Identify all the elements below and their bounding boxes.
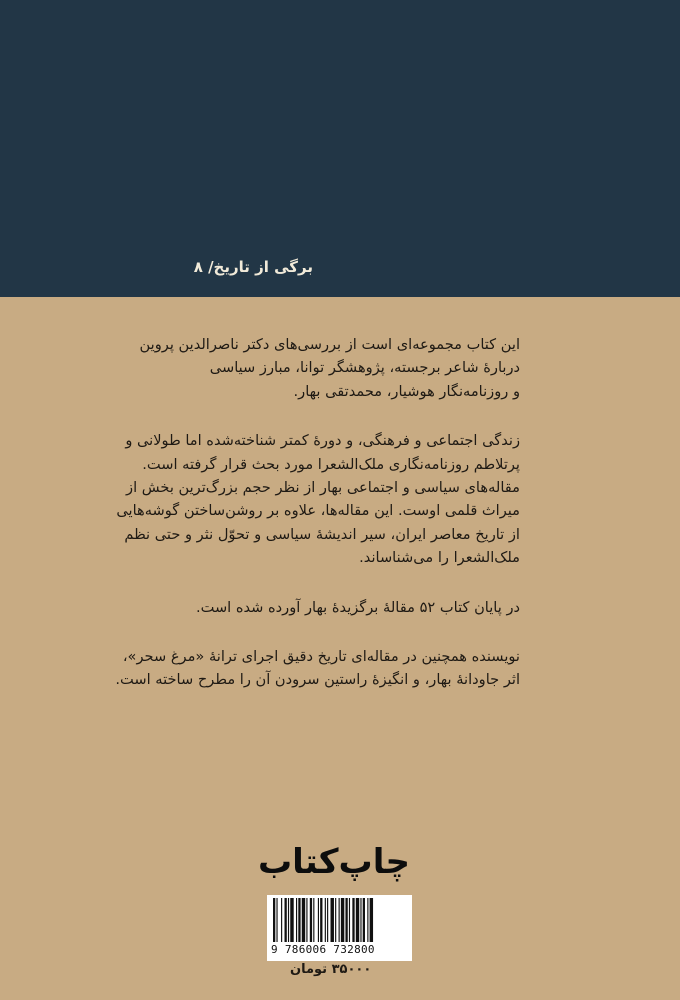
top-color-band: [0, 0, 680, 297]
text-line: مقاله‌های سیاسی و اجتماعی بهار از نظر حجم بزرگ‌ترین بخش از: [126, 479, 520, 497]
text-line: پرتلاطم روزنامه‌نگاری ملک‌الشعرا مورد بحث قرار گرفته است.: [142, 455, 520, 473]
text-line: زندگی اجتماعی و فرهنگی، و دورهٔ کمتر شناخته‌شده اما طولانی و: [125, 432, 520, 450]
publisher-logo: [257, 838, 410, 890]
description-paragraph-4: [115, 645, 520, 692]
publisher-logo-text: چاپ‌کتاب: [257, 842, 410, 882]
price-label: ۳۵۰۰۰ تومان: [290, 962, 372, 977]
text-line: نویسنده همچنین در مقاله‌ای تاریخ دقیق اجرای ترانهٔ «مرغ سحر»،: [122, 648, 520, 666]
isbn-barcode: [267, 895, 412, 961]
text-line: اثر جاودانهٔ بهار، و انگیزهٔ راستین سرودن آن را مطرح ساخته است.: [115, 671, 520, 689]
description-paragraph-3: [150, 596, 520, 619]
description-paragraph-1: [139, 333, 520, 403]
text-line: این کتاب مجموعه‌ای است از بررسی‌های دکتر ناصرالدین پروین: [139, 336, 520, 353]
text-line: میراث قلمی اوست. این مقاله‌ها، علاوه بر روشن‌ساختن گوشه‌هایی: [116, 502, 520, 520]
description-paragraph-2: [116, 429, 520, 569]
text-line: از تاریخ معاصر ایران، سیر اندیشهٔ سیاسی و تحوّل نثر و حتی نظم: [124, 525, 520, 543]
description-text: [115, 333, 520, 718]
text-line: و روزنامه‌نگار هوشیار، محمدتقی بهار.: [293, 382, 520, 400]
text-line: ملک‌الشعرا را می‌شناساند.: [359, 549, 520, 567]
isbn-digits: 9 786006 732800: [271, 943, 375, 956]
text-line: دربارهٔ شاعر برجسته، پژوهشگر توانا، مبارز سیاسی: [209, 359, 520, 377]
text-line: در پایان کتاب ۵۲ مقالهٔ برگزیدهٔ بهار آورده شده است.: [195, 598, 520, 616]
series-label: برگی از تاریخ/ ۸: [193, 258, 313, 276]
barcode-bars: [273, 898, 407, 942]
